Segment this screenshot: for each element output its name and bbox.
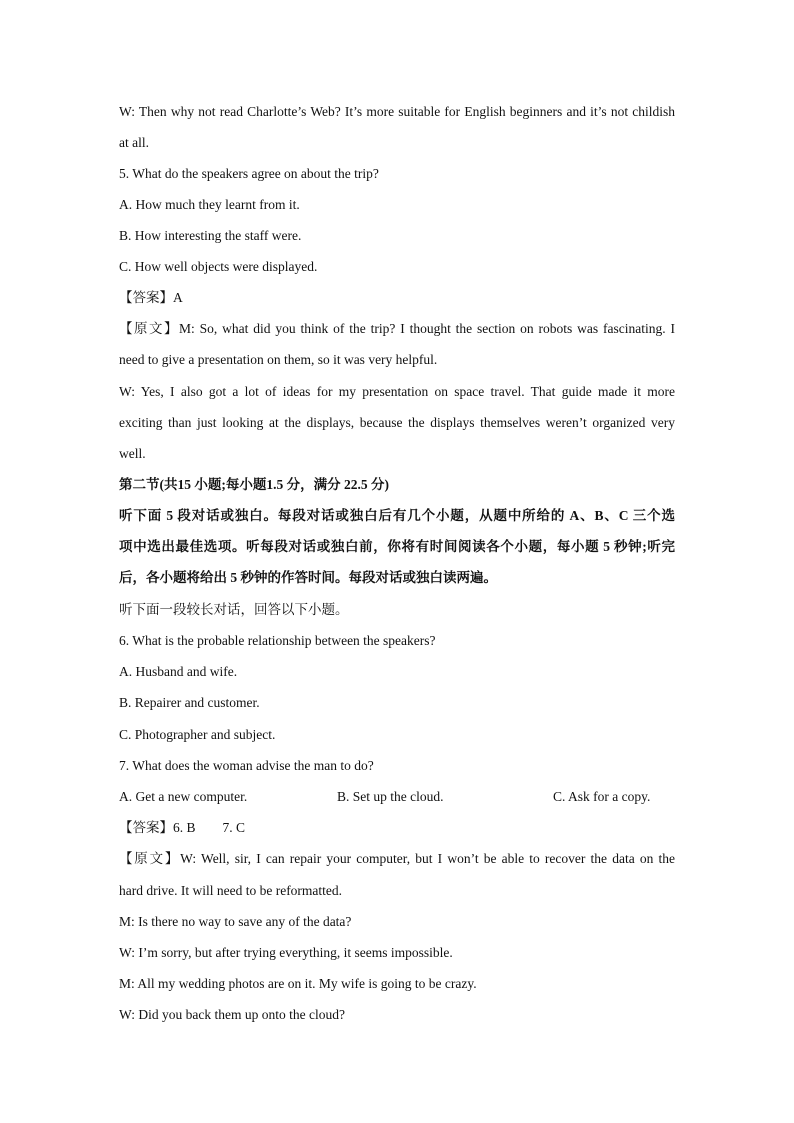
transcript-line: W: Yes, I also got a lot of ideas for my presentation on space travel. That guide made it more <box>119 384 675 399</box>
option-c: C. Ask for a copy. <box>553 789 651 804</box>
option-a: A. Husband and wife. <box>119 664 238 679</box>
section-instructions: 后，各小题将给出 5 秒钟的作答时间。每段对话或独白读两遍。 <box>119 570 497 585</box>
question-7: 7. What does the woman advise the man to do? <box>119 758 374 773</box>
dialogue-line: W: Then why not read Charlotte’s Web? It’s more suitable for English beginners and it’s not childish <box>119 104 675 119</box>
option-b: B. How interesting the staff were. <box>119 228 302 243</box>
answer-5: 【答案】A <box>119 290 183 305</box>
transcript-line: exciting than just looking at the displays, because the displays themselves weren’t organized very <box>119 415 675 430</box>
transcript-line: 【原文】M: So, what did you think of the trip? I thought the section on robots was fascinating. I <box>119 321 675 336</box>
question-5: 5. What do the speakers agree on about the trip? <box>119 166 379 181</box>
option-a: A. Get a new computer. <box>119 789 248 804</box>
answer-6-7: 【答案】6. B 7. C <box>119 820 246 835</box>
transcript-line: well. <box>119 446 146 461</box>
transcript-line: 【原文】W: Well, sir, I can repair your computer, but I won’t be able to recover the data on the <box>119 851 675 866</box>
dialogue-line: at all. <box>119 135 149 150</box>
question-6: 6. What is the probable relationship between the speakers? <box>119 633 436 648</box>
dialogue-intro: 听下面一段较长对话，回答以下小题。 <box>119 602 349 617</box>
transcript-line: need to give a presentation on them, so it was very helpful. <box>119 352 438 367</box>
option-a: A. How much they learnt from it. <box>119 197 300 212</box>
option-c: C. Photographer and subject. <box>119 727 276 742</box>
question-7-options <box>119 788 675 806</box>
section-heading: 第二节(共15 小题;每小题1.5 分，满分 22.5 分) <box>119 477 389 492</box>
option-c: C. How well objects were displayed. <box>119 259 318 274</box>
transcript-line: W: Did you back them up onto the cloud? <box>119 1007 345 1022</box>
section-instructions: 听下面 5 段对话或独白。每段对话或独白后有几个小题，从题中所给的 A、B、C 三个选 <box>119 508 675 523</box>
transcript-line: W: I’m sorry, but after trying everything, it seems impossible. <box>119 945 453 960</box>
option-b: B. Set up the cloud. <box>337 789 444 804</box>
transcript-line: hard drive. It will need to be reformatted. <box>119 883 343 898</box>
transcript-line: M: All my wedding photos are on it. My wife is going to be crazy. <box>119 976 477 991</box>
transcript-line: M: Is there no way to save any of the data? <box>119 914 352 929</box>
section-instructions: 项中选出最佳选项。听每段对话或独白前，你将有时间阅读各个小题，每小题 5 秒钟;听完 <box>119 539 675 554</box>
option-b: B. Repairer and customer. <box>119 695 260 710</box>
